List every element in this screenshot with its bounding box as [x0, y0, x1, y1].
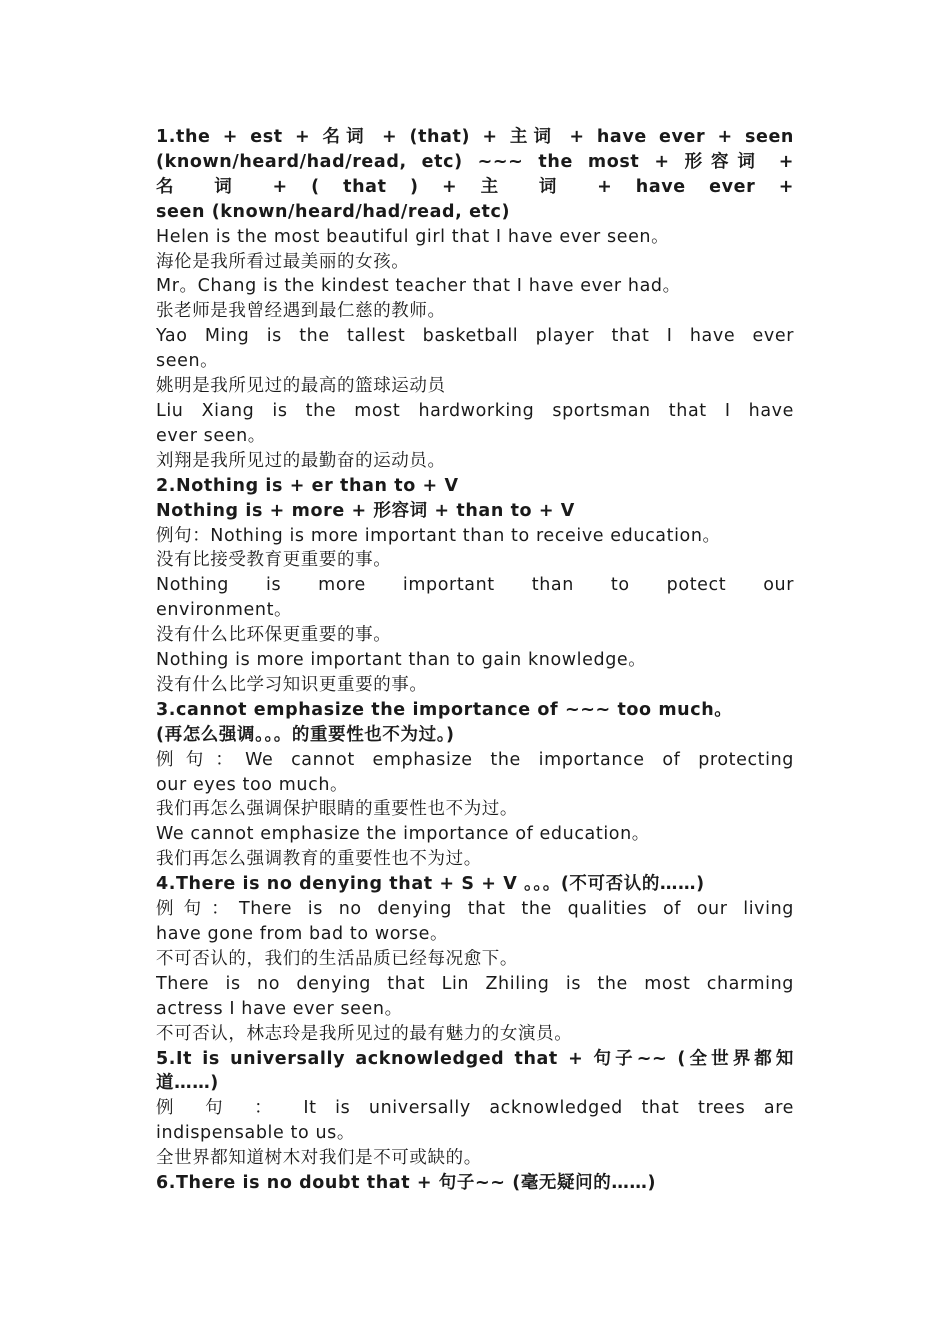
- text-line: 海伦是我所看过最美丽的女孩。: [156, 251, 410, 272]
- text-line: ever seen。: [156, 425, 266, 446]
- text-line: We cannot emphasize the importance of education。: [156, 824, 650, 845]
- text-line: 没有什么比学习知识更重要的事。: [156, 674, 428, 695]
- text-line: Liu Xiang is the most hardworking sportsman that I have: [156, 400, 794, 421]
- text-line: 姚明是我所见过的最高的篮球运动员: [156, 376, 446, 397]
- text-line: environment。: [156, 600, 293, 621]
- pattern-heading-line: 名 词 + ( that ) + 主 词 + have ever +: [156, 176, 794, 197]
- text-line: Nothing is more important than to gain knowledge。: [156, 650, 647, 671]
- pattern-heading-line: 4.There is no denying that + S + V 。。。(不可否认的……): [156, 874, 705, 895]
- text-line: indispensable to us。: [156, 1123, 355, 1144]
- text-line: Helen is the most beautiful girl that I have ever seen。: [156, 226, 670, 247]
- text-line: actress I have ever seen。: [156, 998, 403, 1019]
- text-line: 例 句 ： It is universally acknowledged that trees are: [156, 1098, 794, 1119]
- pattern-heading-line: 3.cannot emphasize the importance of ~~~ too much。: [156, 699, 733, 720]
- text-line: 张老师是我曾经遇到最仁慈的教师。: [156, 301, 446, 322]
- text-line: 不可否认的，我们的生活品质已经每况愈下。: [156, 948, 518, 969]
- pattern-heading-line: (known/heard/had/read, etc) ~~~ the most + 形容词 +: [156, 151, 794, 172]
- text-line: 例句：Nothing is more important than to receive education。: [156, 525, 721, 546]
- pattern-heading-line: 6.There is no doubt that + 句子~~ (毫无疑问的……): [156, 1173, 657, 1194]
- text-line: 不可否认，林志玲是我所见过的最有魅力的女演员。: [156, 1023, 573, 1044]
- text-line: 没有什么比环保更重要的事。: [156, 625, 392, 646]
- pattern-heading-line: 道……): [156, 1073, 219, 1094]
- text-line: Nothing is more important than to potect our: [156, 575, 794, 596]
- text-line: Yao Ming is the tallest basketball player that I have ever: [156, 326, 794, 347]
- text-line: 例句：There is no denying that the qualities of our living: [156, 899, 794, 920]
- text-line: Mr。Chang is the kindest teacher that I have ever had。: [156, 276, 681, 297]
- text-line: There is no denying that Lin Zhiling is the most charming: [156, 973, 794, 994]
- text-line: our eyes too much。: [156, 774, 349, 795]
- text-line: seen。: [156, 351, 219, 372]
- text-line: 刘翔是我所见过的最勤奋的运动员。: [156, 450, 446, 471]
- text-line: 全世界都知道树木对我们是不可或缺的。: [156, 1148, 482, 1169]
- pattern-heading-line: Nothing is + more + 形容词 + than to + V: [156, 500, 575, 521]
- pattern-heading-line: 2.Nothing is + er than to + V: [156, 475, 459, 496]
- pattern-heading-line: 5.It is universally acknowledged that + 句子~~ (全世界都知: [156, 1048, 794, 1069]
- text-line: have gone from bad to worse。: [156, 924, 449, 944]
- text-line: 没有比接受教育更重要的事。: [156, 550, 392, 571]
- pattern-heading-line: (再怎么强调。。。的重要性也不为过。): [156, 724, 455, 745]
- document-body: [156, 125, 794, 1196]
- text-line: 我们再怎么强调保护眼睛的重要性也不为过。: [156, 799, 518, 820]
- text-line: 我们再怎么强调教育的重要性也不为过。: [156, 849, 482, 870]
- pattern-heading-line: seen (known/heard/had/read, etc): [156, 201, 511, 222]
- pattern-heading-line: 1.the + est + 名词 + (that) + 主词 + have ever + seen: [156, 127, 794, 147]
- text-line: 例句：We cannot emphasize the importance of protecting: [156, 749, 794, 770]
